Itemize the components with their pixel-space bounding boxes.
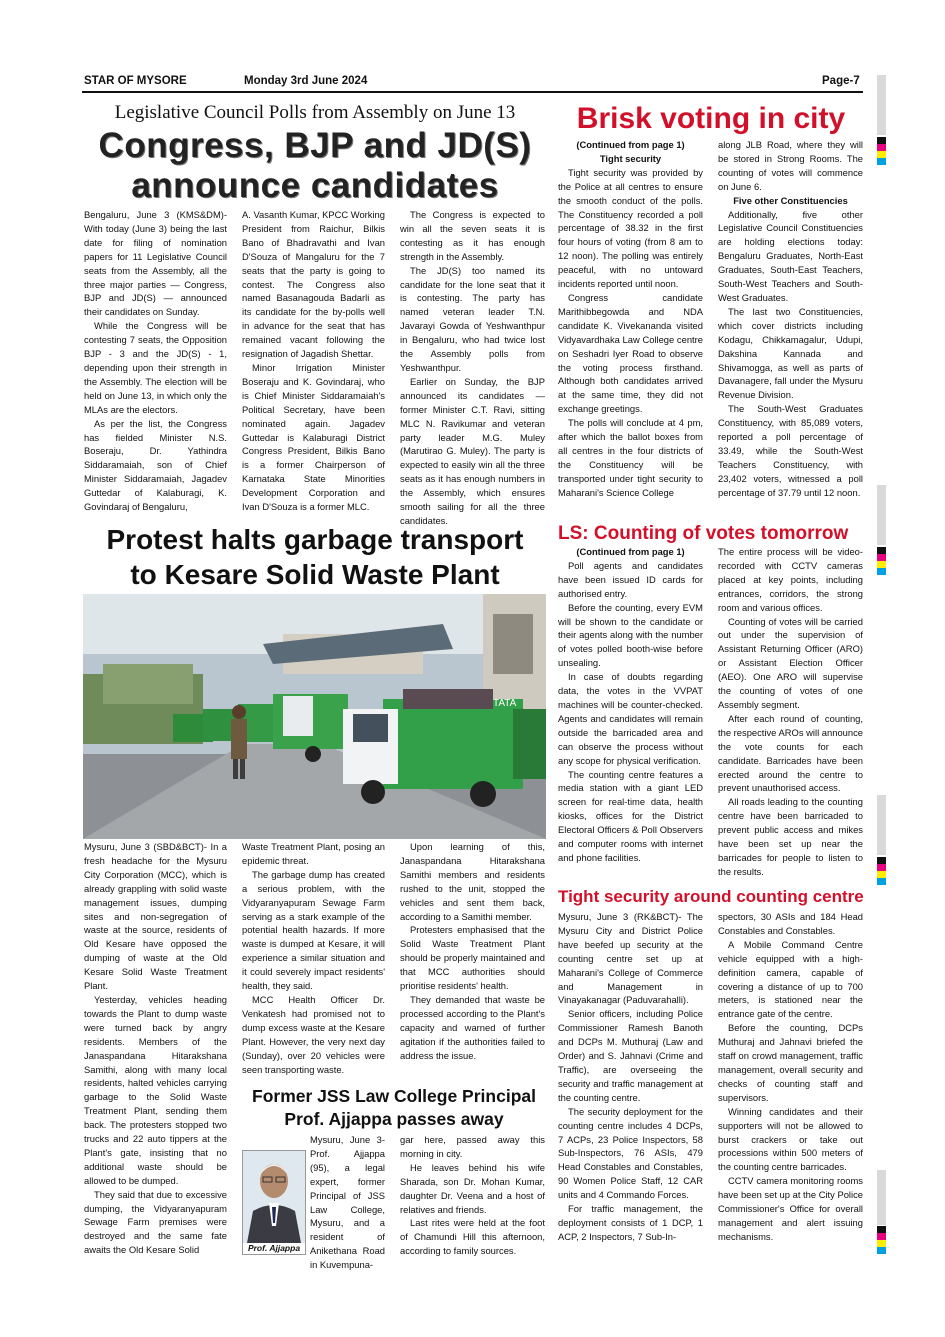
print-margin-bar bbox=[877, 795, 886, 855]
print-margin-bar bbox=[877, 75, 886, 135]
paragraph: For traffic management, the deployment consists of 1 DCP, 1 ACP, 2 Inspectors, 7 Sub-In- bbox=[558, 1203, 703, 1242]
paragraph: Bengaluru, June 3 (KMS&DM)- With today (June 3) being the last date for filing of nomination papers for 11 Legislative Council seats from the Assembly, all the three major parties — Congress, BJP and JD(S) — announced their candidates on Sunday. bbox=[84, 209, 227, 318]
print-margin-bar bbox=[877, 1170, 886, 1225]
photo-caption: Prof. Ajjappa bbox=[243, 1243, 305, 1254]
paragraph: Tight security was provided by the Police at all centres to ensure the smooth conduct of the polls. The Constituency recorded a poll percentage of 38.32 in the first four hours of voting (from 8 am to 12 noon). The polling was entirely peaceful, with no untoward incidents reported until noon. bbox=[558, 166, 703, 290]
article4-column-2 bbox=[718, 545, 863, 882]
article1-column-1 bbox=[84, 208, 227, 520]
paragraph: A. Vasanth Kumar, KPCC Working President from Raichur, Bilkis Bano of Bhadravathi and Ivan D'Souza of Mangaluru for the 7 seats that the party is going to contest. The Congress also named Basanagouda Badarli as its candidate for the by-polls well in advance for the seat that has remained vacant following the resignation of Jagadish Shettar. bbox=[242, 209, 385, 360]
paragraph: Mysuru, June 3 (SBD&BCT)- In a fresh headache for the Mysuru City Corporation (MCC), which is already grappling with solid waste management issues, dumping sites and non-segregation of waste at the source, residents of Old Kesare have opposed the dumping of waste at the Old Kesare Solid Waste Treatment Plant. bbox=[84, 841, 227, 992]
paragraph: Before the counting, every EVM will be shown to the candidate or their agents along with the number of votes polled booth-wise before unsealing. bbox=[558, 601, 703, 669]
article1-column-3 bbox=[400, 208, 545, 526]
paragraph: Waste Treatment Plant, posing an epidemic threat. bbox=[242, 841, 385, 866]
paragraph: The security deployment for the counting centre includes 4 DCPs, 7 ACPs, 23 Police Inspectors, 58 Sub-Inspectors, 76 ASIs, 479 Head Constables and Constables, 90 Women Police Staff, 12 CAR units and 4 Commando Forces. bbox=[558, 1105, 703, 1201]
paragraph: Senior officers, including Police Commissioner Ramesh Banoth and DCPs M. Muthuraj (Law and Order) and S. Jahnavi (Crime and Traffic), are overseeing the security and traffic management at the counting centre. bbox=[558, 1008, 703, 1103]
paragraph: The entire process will be video-recorded with CCTV cameras placed at key points, including entrances, corridors, the strong room and various offices. bbox=[718, 546, 863, 613]
paragraph: Mysuru, June 3- Prof. Ajjappa (95), a legal expert, former Principal of JSS Law College, Mysuru, and a resident of Anikethana Road in Kuvempuna- bbox=[310, 1134, 385, 1271]
photo-illustration bbox=[83, 594, 546, 839]
paragraph: Mysuru, June 3 (RK&BCT)- The Mysuru City and District Police have beefed up security at the counting centre set up at Maharani's College of Commerce and Management in Vinayakanagar (Paduvarahalli). bbox=[558, 911, 703, 1006]
article3-column-3 bbox=[400, 840, 545, 1085]
paragraph: A Mobile Command Centre vehicle equipped with a high-definition camera, capable of covering a distance of up to 700 meters, is stationed near the entrance gate of the centre. bbox=[718, 938, 863, 1020]
article5-headline: Tight security around counting centre bbox=[558, 887, 864, 906]
article2-column-1 bbox=[558, 138, 703, 518]
paragraph: He leaves behind his wife Sharada, son Dr. Mohan Kumar, daughter Dr. Veena and a host of relatives and friends. bbox=[400, 1161, 545, 1215]
paragraph: CCTV camera monitoring rooms have been set up at the City Police Commissioner's Office for overall management and alert issuing mechanisms. bbox=[718, 1175, 863, 1242]
article3-headline-line2: to Kesare Solid Waste Plant bbox=[130, 559, 500, 590]
paragraph: spectors, 30 ASIs and 184 Head Constables and Constables. bbox=[718, 911, 863, 936]
paragraph: Additionally, five other Legislative Council Constituencies are holding elections today: Bengaluru Graduates, North-East Graduates, South-East Teachers, South-West Teachers and South-West Graduates. bbox=[718, 208, 863, 303]
cmyk-registration-mark bbox=[877, 137, 886, 165]
article3-column-2 bbox=[242, 840, 385, 1085]
portrait-illustration bbox=[243, 1151, 305, 1243]
paragraph: While the Congress will be contesting 7 seats, the Opposition BJP - 3 and the JD(S) - 1, depending upon their strength in the Assembly. The election will be held on June 13, in which only the MLAs are the electors. bbox=[84, 320, 227, 415]
paragraph: The counting centre features a media station with a giant LED screen for real-time data, health kiosks, offices for the District Electoral Officers & Poll Observers and computer rooms with internet and phone facilities. bbox=[558, 768, 703, 863]
paragraph: Upon learning of this, Janaspandana Hitarakshana Samithi members and residents rushed to the unit, stopped the vehicles and sent them back, according to a Samithi member. bbox=[400, 841, 545, 922]
paragraph: Before the counting, DCPs Muthuraj and Jahnavi briefed the staff on crowd management, traffic management, overall security and checks of counting staff and supervisors. bbox=[718, 1022, 863, 1103]
paragraph: They said that due to excessive dumping, the Vidyaranyapuram Sewage Farm premises were destroyed and the same fate awaits the Old Kesare Solid bbox=[84, 1188, 227, 1256]
subhead: Five other Constituencies bbox=[733, 194, 848, 206]
paragraph: All roads leading to the counting centre have been barricaded to prevent public access and mikes have been set up near the barricades for people to listen to the results. bbox=[718, 796, 863, 877]
article6-column-1 bbox=[310, 1133, 385, 1271]
paragraph: The polls will conclude at 4 pm, after which the ballot boxes from all centres in the four districts of the Constituency will be transported under tight security to Maharani's Science College bbox=[558, 417, 703, 498]
paragraph: Minor Irrigation Minister Boseraju and K. Govindaraj, who is Chief Minister Siddaramaiah's Political Secretary, have been nominated again. Jagadev Guttedar is Kalaburagi District Congress President, Bilkis Bano is a former Chairperson of Karnataka State Minorities Development Corporation and Ivan D'Souza is a former MLC. bbox=[242, 361, 385, 513]
prof-ajjappa-photo bbox=[242, 1150, 306, 1255]
article4-headline: LS: Counting of votes tomorrow bbox=[558, 523, 849, 544]
article2-column-2 bbox=[718, 138, 863, 518]
paragraph: along JLB Road, where they will be stored in Strong Rooms. The counting of votes will commence on June 6. bbox=[718, 139, 863, 192]
paragraph: Poll agents and candidates have been issued ID cards for authorised entry. bbox=[558, 559, 703, 599]
continued-note: (Continued from page 1) bbox=[576, 546, 685, 557]
paragraph: The South-West Graduates Constituency, with 85,089 voters, reported a poll percentage of 33.49, while the South-West Teachers Constituency, with 23,402 voters, witnessed a poll percentage of 37.79 until 12 noon. bbox=[718, 403, 863, 498]
garbage-trucks-photo bbox=[83, 594, 546, 839]
paragraph: Winning candidates and their supporters will not be allowed to burst crackers or take out processions within 500 meters of the counting centre barricades. bbox=[718, 1105, 863, 1173]
paragraph: Yesterday, vehicles heading towards the Plant to dump waste were turned back by angry residents. Members of the Janaspandana Hitarakshana Samithi, along with many local residents, halted vehicles carrying garbage to the Solid Waste Treatment Plant, sending them back. The protesters stopped two trucks and 22 auto tippers at the Plant's gate, insisting that no additional waste should be allowed to be dumped. bbox=[84, 993, 227, 1186]
article3-headline-line1: Protest halts garbage transport bbox=[106, 524, 524, 555]
paragraph: As per the list, the Congress has fielded Minister N.S. Boseraju, Dr. Yathindra Siddaramaiah, son of Chief Minister Siddaramaiah, Jagadev Guttedar of Kalaburagi, K. Govindaraj of Bengaluru, bbox=[84, 417, 227, 513]
paragraph: Counting of votes will be carried out under the supervision of Assistant Returning Officer (ARO) or Assistant Election Officer (AEO). One ARO will supervise the counting of votes of one Assembly segment. bbox=[718, 615, 863, 710]
article2-headline: Brisk voting in city bbox=[576, 102, 846, 135]
paragraph: Protesters emphasised that the Solid Waste Treatment Plant should be properly maintained and that MCC authorities should prioritise residents' health. bbox=[400, 924, 545, 992]
article1-headline-line1: Congress, BJP and JD(S) bbox=[98, 126, 532, 165]
truck-brand-text: TATA bbox=[493, 698, 517, 709]
article5-column-2 bbox=[718, 910, 863, 1262]
article1-column-2 bbox=[242, 208, 385, 520]
paragraph: They demanded that waste be processed according to the Plant's capacity and warned of further agitation if the authorities failed to address the issue. bbox=[400, 993, 545, 1061]
cmyk-registration-mark bbox=[877, 1226, 886, 1254]
paragraph: Congress candidate Marithibbegowda and NDA candidate K. Vivekananda visited Vidyavardhaka Law College centre on Seshadri Iyer Road to observe the voting process firsthand. Although both candidates arrived at the same time, they did not exchange greetings. bbox=[558, 291, 703, 415]
article6-headline-line2: Prof. Ajjappa passes away bbox=[284, 1109, 504, 1129]
article1-headline-line2: announce candidates bbox=[131, 166, 499, 205]
subhead: Tight security bbox=[599, 152, 662, 164]
paper-name: STAR OF MYSORE bbox=[84, 75, 187, 87]
paragraph: Earlier on Sunday, the BJP announced its candidates — former Minister C.T. Ravi, sitting MLC N. Ravikumar and veteran party leader M.G. Muley (Marutirao G. Muley). The party is expected to easily win all the three seats as it has enough numbers in the Assembly, which ensures smooth sailing for all the three candidates. bbox=[400, 375, 545, 526]
page-number: Page-7 bbox=[822, 75, 860, 87]
article5-column-1 bbox=[558, 910, 703, 1262]
paragraph: gar here, passed away this morning in city. bbox=[400, 1134, 545, 1159]
paragraph: The garbage dump has created a serious problem, with the Vidyaranyapuram Sewage Farm serving as a stark example of the potential health hazards. If more waste is dumped at Kesare, it will experience a similar situation and it could severely impact residents' health, they said. bbox=[242, 868, 385, 992]
paragraph: The Congress is expected to win all the seven seats it is contesting as it has enough strength in the Assembly. bbox=[400, 209, 545, 262]
article6-headline-line1: Former JSS Law College Principal bbox=[252, 1086, 536, 1106]
paragraph: Last rites were held at the foot of Chamundi Hill this afternoon, according to family sources. bbox=[400, 1217, 545, 1257]
issue-date: Monday 3rd June 2024 bbox=[244, 75, 368, 87]
cmyk-registration-mark bbox=[877, 857, 886, 885]
paragraph: In case of doubts regarding data, the votes in the VVPAT machines will be counter-checked. Agents and candidates will remain outside the barricaded area and can observe the process without any scope for physical verification. bbox=[558, 671, 703, 766]
paragraph: After each round of counting, the respective AROs will announce the vote counts for each candidate. Barricades have been erected around the centre to prevent unauthorised access. bbox=[718, 712, 863, 794]
paragraph: The JD(S) too named its candidate for the lone seat that it is contesting. The party has named veteran leader T.N. Javarayi Gowda of Yeshwanthpur in Bengaluru, who had twice lost the Assembly polls from Yeshwanthpur. bbox=[400, 264, 545, 373]
continued-note: (Continued from page 1) bbox=[576, 139, 685, 150]
paragraph: The last two Constituencies, which cover districts including Kodagu, Chikkamagalur, Udupi, Dakshina Kannada and Shivamogga, as well as parts of Davanagere, fall under the Mysuru Revenue Division. bbox=[718, 305, 863, 401]
article4-column-1 bbox=[558, 545, 703, 882]
article1-kicker: Legislative Council Polls from Assembly on June 13 bbox=[114, 102, 516, 123]
cmyk-registration-mark bbox=[877, 547, 886, 575]
article6-column-2 bbox=[400, 1133, 545, 1261]
article3-column-1 bbox=[84, 840, 227, 1260]
print-margin-bar bbox=[877, 485, 886, 545]
paragraph: MCC Health Officer Dr. Venkatesh had promised not to dump excess waste at the Kesare Plant. However, the very next day (Sunday), over 20 vehicles were seen transporting waste. bbox=[242, 993, 385, 1075]
header-rule bbox=[82, 91, 863, 93]
